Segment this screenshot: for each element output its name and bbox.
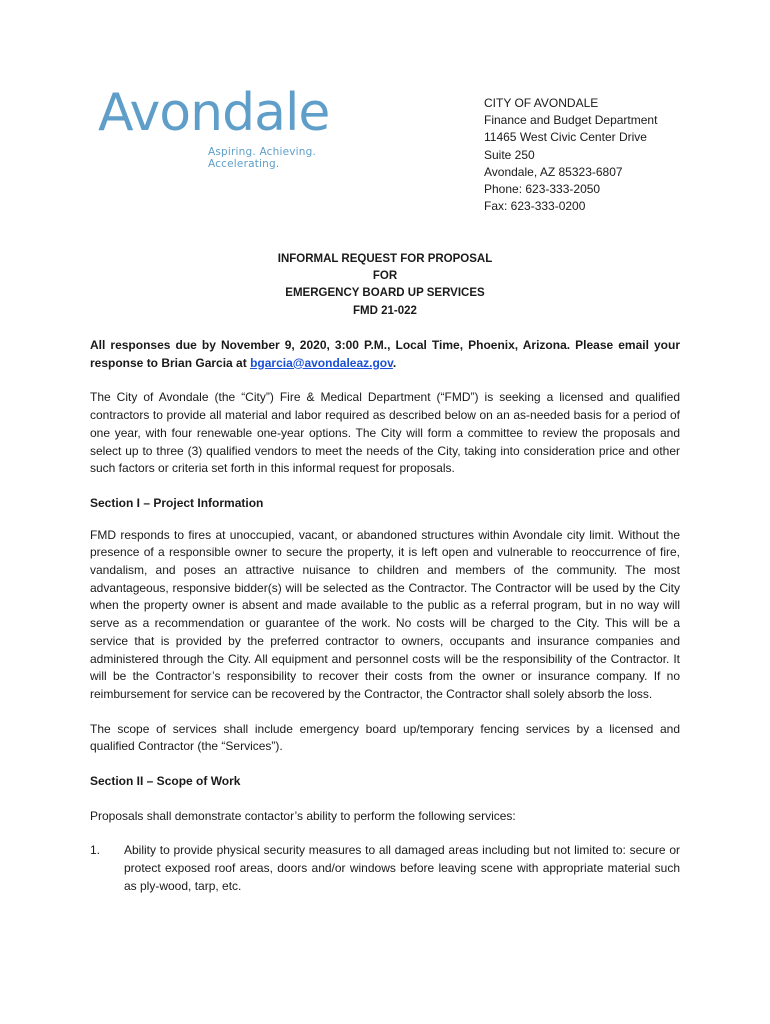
email-link[interactable]: bgarcia@avondaleaz.gov: [250, 355, 393, 370]
title-line: FOR: [372, 270, 398, 283]
title-line: INFORMAL REQUEST FOR PROPOSAL: [277, 253, 493, 265]
section1-body: FMD responds to fires at unoccupied, vacant, or abandoned structures within Avondale city limit. Without the presence of a responsible owner to secure the property, it is left open and vulnerable to reoccurrence of fire, vandalism, and poses an attractive nuisance to children and members of the community. The most advantageous, responsive bidder(s) will be selected as the Contractor. The Contractor will be used by the City when the property owner is absent and made available to the public as a referral program, but in no way will serve as a recommendation or guarantee of the work. No costs will be charged to the City. This will be a service that is provided by the preferred contractor to owners, occupants and insurance companies and administered through the City. All equipment and personnel costs will be the responsibility of the Contractor. It will be the Contractor’s responsibility to recover their costs from the owner or insurance company. If no reimbursement for service can be recovered by the Contractor, the Contractor shall solely absorb the loss.: [90, 527, 680, 701]
address-line: Fax: 623-333-0200: [484, 199, 586, 214]
document-title: [90, 251, 680, 320]
scope-paragraph: The scope of services shall include emergency board up/temporary fencing services by a licensed and qualified Contractor (the “Services”).: [90, 721, 680, 754]
document-body: [90, 337, 680, 896]
avondale-logo: [98, 83, 360, 170]
logo-tagline: Aspiring. Achieving. Accelerating.: [208, 146, 317, 170]
address-line: CITY OF AVONDALE: [484, 96, 599, 110]
response-deadline: [90, 337, 680, 372]
address-line: Finance and Budget Department: [484, 113, 658, 128]
address-line: Suite 250: [484, 147, 535, 162]
title-line: EMERGENCY BOARD UP SERVICES: [285, 287, 485, 300]
response-text-end: .: [392, 355, 397, 370]
logo-wordmark: Avondale: [98, 83, 330, 143]
list-text: Ability to provide physical security measures to all damaged areas including but not limited to: secure or protect exposed roof areas, doors and/or windows before leaving scene with appropriate material such as ply-wood, tarp, etc.: [124, 843, 680, 893]
address-line: Phone: 623-333-2050: [484, 182, 601, 197]
section2-heading: Section II – Scope of Work: [90, 774, 241, 789]
list-item: [90, 842, 680, 895]
address-line: 11465 West Civic Center Drive: [484, 130, 647, 145]
list-number: 1.: [90, 843, 101, 858]
address-block: [484, 95, 657, 215]
response-text: All responses due by November 9, 2020, 3:00 P.M., Local Time, Phoenix, Arizona. Please email your response to Brian Garcia at: [90, 338, 680, 370]
section2-intro: Proposals shall demonstrate contactor’s ability to perform the following services:: [90, 808, 516, 823]
title-line: FMD 21-022: [353, 304, 417, 317]
intro-paragraph: The City of Avondale (the “City”) Fire & Medical Department (“FMD”) is seeking a licensed and qualified contractors to provide all material and labor required as described below on an as-needed basis for a period of one year, with four renewable one-year options. The City will form a committee to review the proposals and select up to three (3) qualified vendors to meet the needs of the City, taking into consideration price and other such factors or criteria set forth in this informal request for proposals.: [90, 390, 680, 476]
section1-heading: Section I – Project Information: [90, 495, 264, 510]
address-line: Avondale, AZ 85323-6807: [484, 164, 623, 179]
